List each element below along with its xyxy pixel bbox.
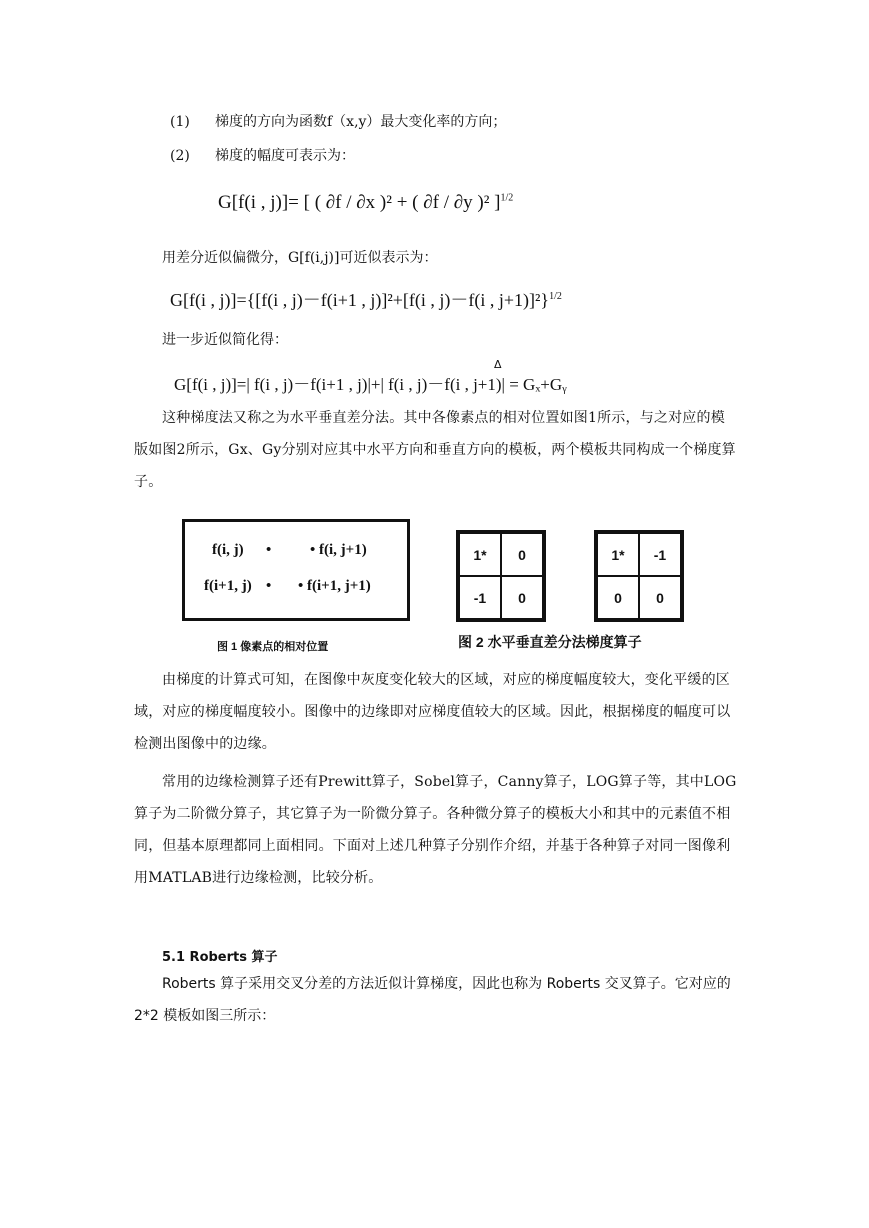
fig1-f-i1-j: f(i+1, j) — [204, 578, 252, 594]
paragraph-roberts: Roberts 算子采用交叉分差的方法近似计算梯度，因此也称为 Roberts 交叉算子。它对应的 2*2 模板如图三所示： — [134, 976, 731, 1024]
paragraph-gradient-edges: 由梯度的计算式可知，在图像中灰度变化较大的区域，对应的梯度幅度较大，变化平缓的区域，对应的梯度幅度较小。图像中的边缘即对应梯度值较大的区域。因此，根据梯度的幅度可以检测出图像中的边缘。 — [134, 672, 731, 752]
figure-1-pixel-positions — [182, 519, 410, 621]
list-text-1: 梯度的方向为函数f（x,y）最大变化率的方向； — [215, 114, 507, 130]
formula-difference — [170, 286, 562, 312]
formula-simplified: G[f(i , j)]=| f(i , j)－f(i+1 , j)|+| f(i , j)－f(i , j+1)| = Gₓ+Gᵧ — [174, 375, 567, 394]
gy-cell: -1 — [639, 533, 681, 576]
paragraph-edge-operators: 常用的边缘检测算子还有Prewitt算子，Sobel算子，Canny算子，LOG算子等，其中LOG算子为二阶微分算子，其它算子为一阶微分算子。各种微分算子的模板大小和其中的元素值不相同，但基本原理都同上面相同。下面对上述几种算子分别作介绍，并基于各种算子对同一图像利用MATLAB进行边缘检测，比较分析。 — [134, 774, 737, 886]
gy-cell: 1* — [597, 533, 639, 576]
gx-cell: 1* — [459, 533, 501, 576]
text-difference-approx: 用差分近似偏微分，G[f(i,j)]可近似表示为： — [162, 250, 438, 266]
list-number-2: (2) — [170, 148, 190, 164]
fig1-f-i1-j1: • f(i+1, j+1) — [298, 578, 371, 594]
formula-1-exponent: 1/2 — [500, 192, 514, 204]
text-simplify: 进一步近似简化得： — [162, 332, 288, 348]
fig1-f-i-j: f(i, j) — [212, 542, 244, 558]
formula-1-body: G[f(i , j)]= [ ( ∂f / ∂x )² + ( ∂f / ∂y )² ] — [218, 192, 501, 213]
fig1-dot-1: • — [266, 542, 272, 558]
gy-cell: 0 — [639, 576, 681, 619]
fig1-dot-2: • — [266, 578, 272, 594]
fig1-f-i-j1: • f(i, j+1) — [310, 542, 367, 558]
template-gy — [594, 530, 684, 622]
template-gx — [456, 530, 546, 622]
figure-2-caption: 图 2 水平垂直差分法梯度算子 — [458, 634, 642, 650]
paragraph-gradient-method: 这种梯度法又称之为水平垂直差分法。其中各像素点的相对位置如图1所示，与之对应的模版如图2所示，Gx、Gy分别对应其中水平方向和垂直方向的模板，两个模板共同构成一个梯度算子。 — [134, 410, 736, 490]
figure-1-caption: 图 1 像素点的相对位置 — [217, 641, 329, 653]
section-heading-roberts: 5.1 Roberts 算子 — [162, 950, 278, 965]
list-number-1: (1) — [170, 114, 190, 130]
gx-cell: -1 — [459, 576, 501, 619]
gy-cell: 0 — [597, 576, 639, 619]
gx-cell: 0 — [501, 533, 543, 576]
formula-2-body: G[f(i , j)]={[f(i , j)－f(i+1 , j)]²+[f(i , j)－f(i , j+1)]²} — [170, 290, 550, 310]
formula-2-exponent: 1/2 — [549, 291, 562, 302]
formula-gradient-magnitude — [218, 192, 513, 214]
list-text-2: 梯度的幅度可表示为： — [215, 148, 355, 164]
delta-symbol: Δ — [494, 358, 502, 371]
gx-cell: 0 — [501, 576, 543, 619]
